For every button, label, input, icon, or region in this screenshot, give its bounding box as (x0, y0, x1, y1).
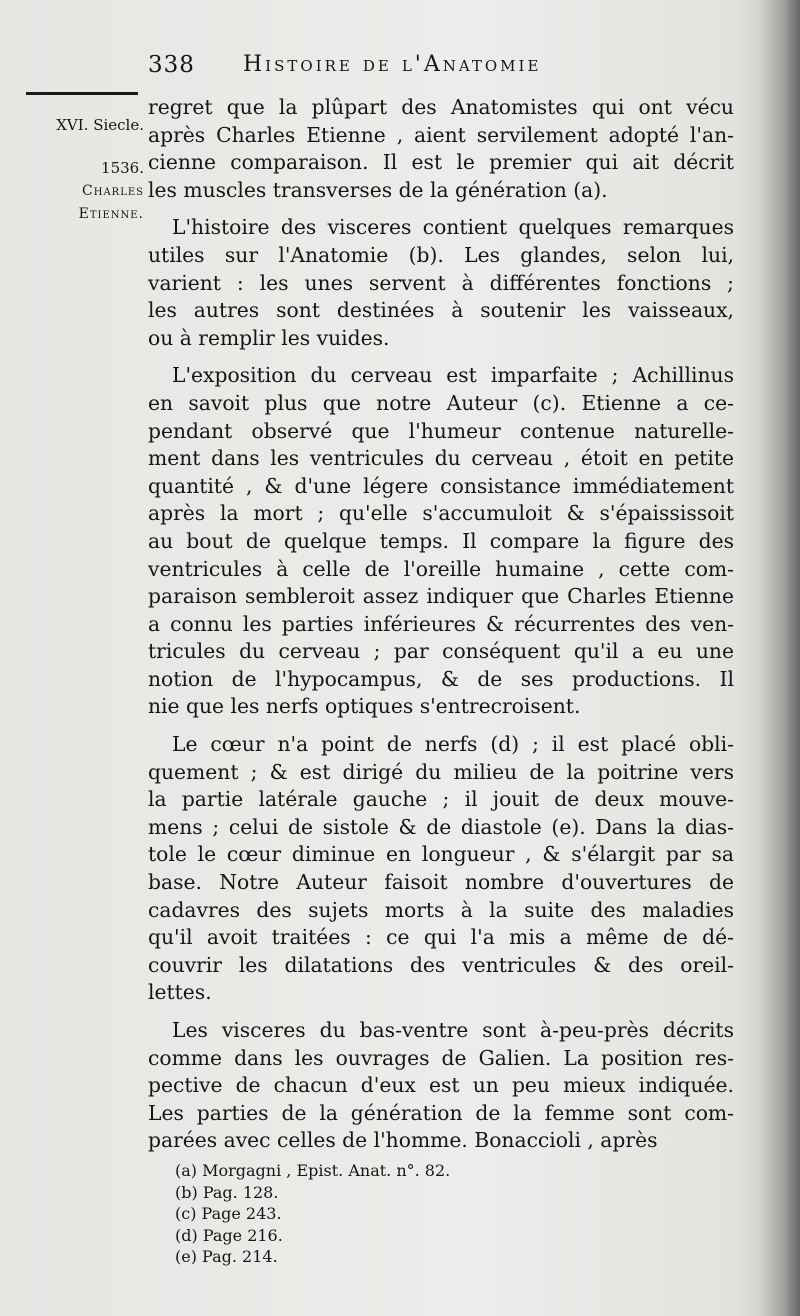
margin-rule (26, 92, 138, 95)
text-line: en savoit plus que notre Auteur (c). Etienne a ce- (148, 390, 734, 415)
running-title: Histoire de l'Anatomie (243, 52, 542, 77)
page-header (148, 52, 748, 88)
body-text (148, 94, 734, 1155)
footnote: (e) Pag. 214. (175, 1247, 278, 1267)
text-line: parées avec celles de l'homme. Bonaccioli , après (148, 1128, 658, 1153)
text-line: mens ; celui de sistole & de diastole (e). Dans la dias- (148, 814, 734, 839)
margin-author-last: Etienne. (78, 206, 144, 222)
text-line: après la mort ; qu'elle s'accumuloit & s'épaississoit (148, 501, 734, 526)
text-line: ou à remplir les vuides. (148, 325, 390, 350)
text-line: comme dans les ouvrages de Galien. La position res- (148, 1045, 734, 1070)
margin-author-first: Charles (82, 183, 144, 199)
footnotes (175, 1160, 595, 1268)
paragraph-gap (148, 204, 734, 214)
text-line: qu'il avoit traitées : ce qui l'a mis a même de dé- (148, 925, 734, 950)
text-line: les autres sont destinées à soutenir les vaisseaux, (148, 298, 734, 323)
margin-notes (14, 114, 144, 226)
text-line: pective de chacun d'eux est un peu mieux indiquée. (148, 1073, 734, 1098)
footnote: (b) Pag. 128. (175, 1182, 279, 1202)
text-line: L'exposition du cerveau est imparfaite ; Achillinus (172, 363, 734, 388)
paragraph-gap (148, 721, 734, 731)
text-line: Les parties de la génération de la femme sont com- (148, 1100, 734, 1125)
margin-year: 1536. (101, 159, 144, 177)
text-line: couvrir les dilatations des ventricules & des oreil- (148, 952, 734, 977)
page-spine-shadow (760, 0, 800, 1316)
text-line: Les visceres du bas-ventre sont à-peu-près décrits (172, 1018, 734, 1042)
text-line: notion de l'hypocampus, & de ses productions. Il (148, 666, 734, 691)
text-line: a connu les parties inférieures & récurrentes des ven- (148, 611, 734, 636)
text-line: tole le cœur diminue en longueur , & s'élargit par sa (148, 842, 734, 867)
text-line: nie que les nerfs optiques s'entrecroisent. (148, 694, 581, 719)
footnote: (d) Page 216. (175, 1225, 283, 1245)
text-line: utiles sur l'Anatomie (b). Les glandes, selon lui, (148, 242, 734, 267)
footnote: (a) Morgagni , Epist. Anat. n°. 82. (175, 1161, 451, 1180)
text-line: cadavres des sujets morts à la suite des maladies (148, 897, 734, 922)
text-line: pendant observé que l'humeur contenue naturelle- (148, 418, 734, 443)
text-line: ment dans les ventricules du cerveau , étoit en petite (148, 446, 734, 471)
text-line: quantité , & d'une légere consistance immédiatement (148, 473, 734, 498)
footnote: (c) Page 243. (175, 1204, 282, 1224)
paragraph-gap (148, 352, 734, 362)
text-line: ventricules à celle de l'oreille humaine , cette com- (148, 556, 734, 581)
text-line: au bout de quelque temps. Il compare la figure des (148, 528, 734, 553)
text-line: paraison sembleroit assez indiquer que Charles Etienne (148, 584, 734, 609)
margin-century: XVI. Siecle. (56, 116, 144, 134)
text-line: tricules du cerveau ; par conséquent qu'il a eu une (148, 639, 734, 664)
text-line: après Charles Etienne , aient servilement adopté l'an- (148, 122, 734, 147)
text-line: lettes. (148, 980, 212, 1005)
text-line: cienne comparaison. Il est le premier qui ait décrit (148, 150, 734, 175)
text-line: varient : les unes servent à différentes fonctions ; (148, 270, 734, 295)
page-number: 338 (148, 52, 195, 78)
text-line: L'histoire des visceres contient quelques remarques (172, 215, 734, 240)
text-line: Le cœur n'a point de nerfs (d) ; il est placé obli- (172, 732, 734, 757)
text-line: regret que la plûpart des Anatomistes qui ont vécu (148, 95, 734, 119)
text-line: base. Notre Auteur faisoit nombre d'ouvertures de (148, 870, 734, 895)
paragraph-gap (148, 1007, 734, 1017)
text-line: quement ; & est dirigé du milieu de la poitrine vers (148, 759, 734, 784)
text-line: les muscles transverses de la génération (a). (148, 177, 608, 202)
text-line: la partie latérale gauche ; il jouit de deux mouve- (148, 787, 734, 812)
